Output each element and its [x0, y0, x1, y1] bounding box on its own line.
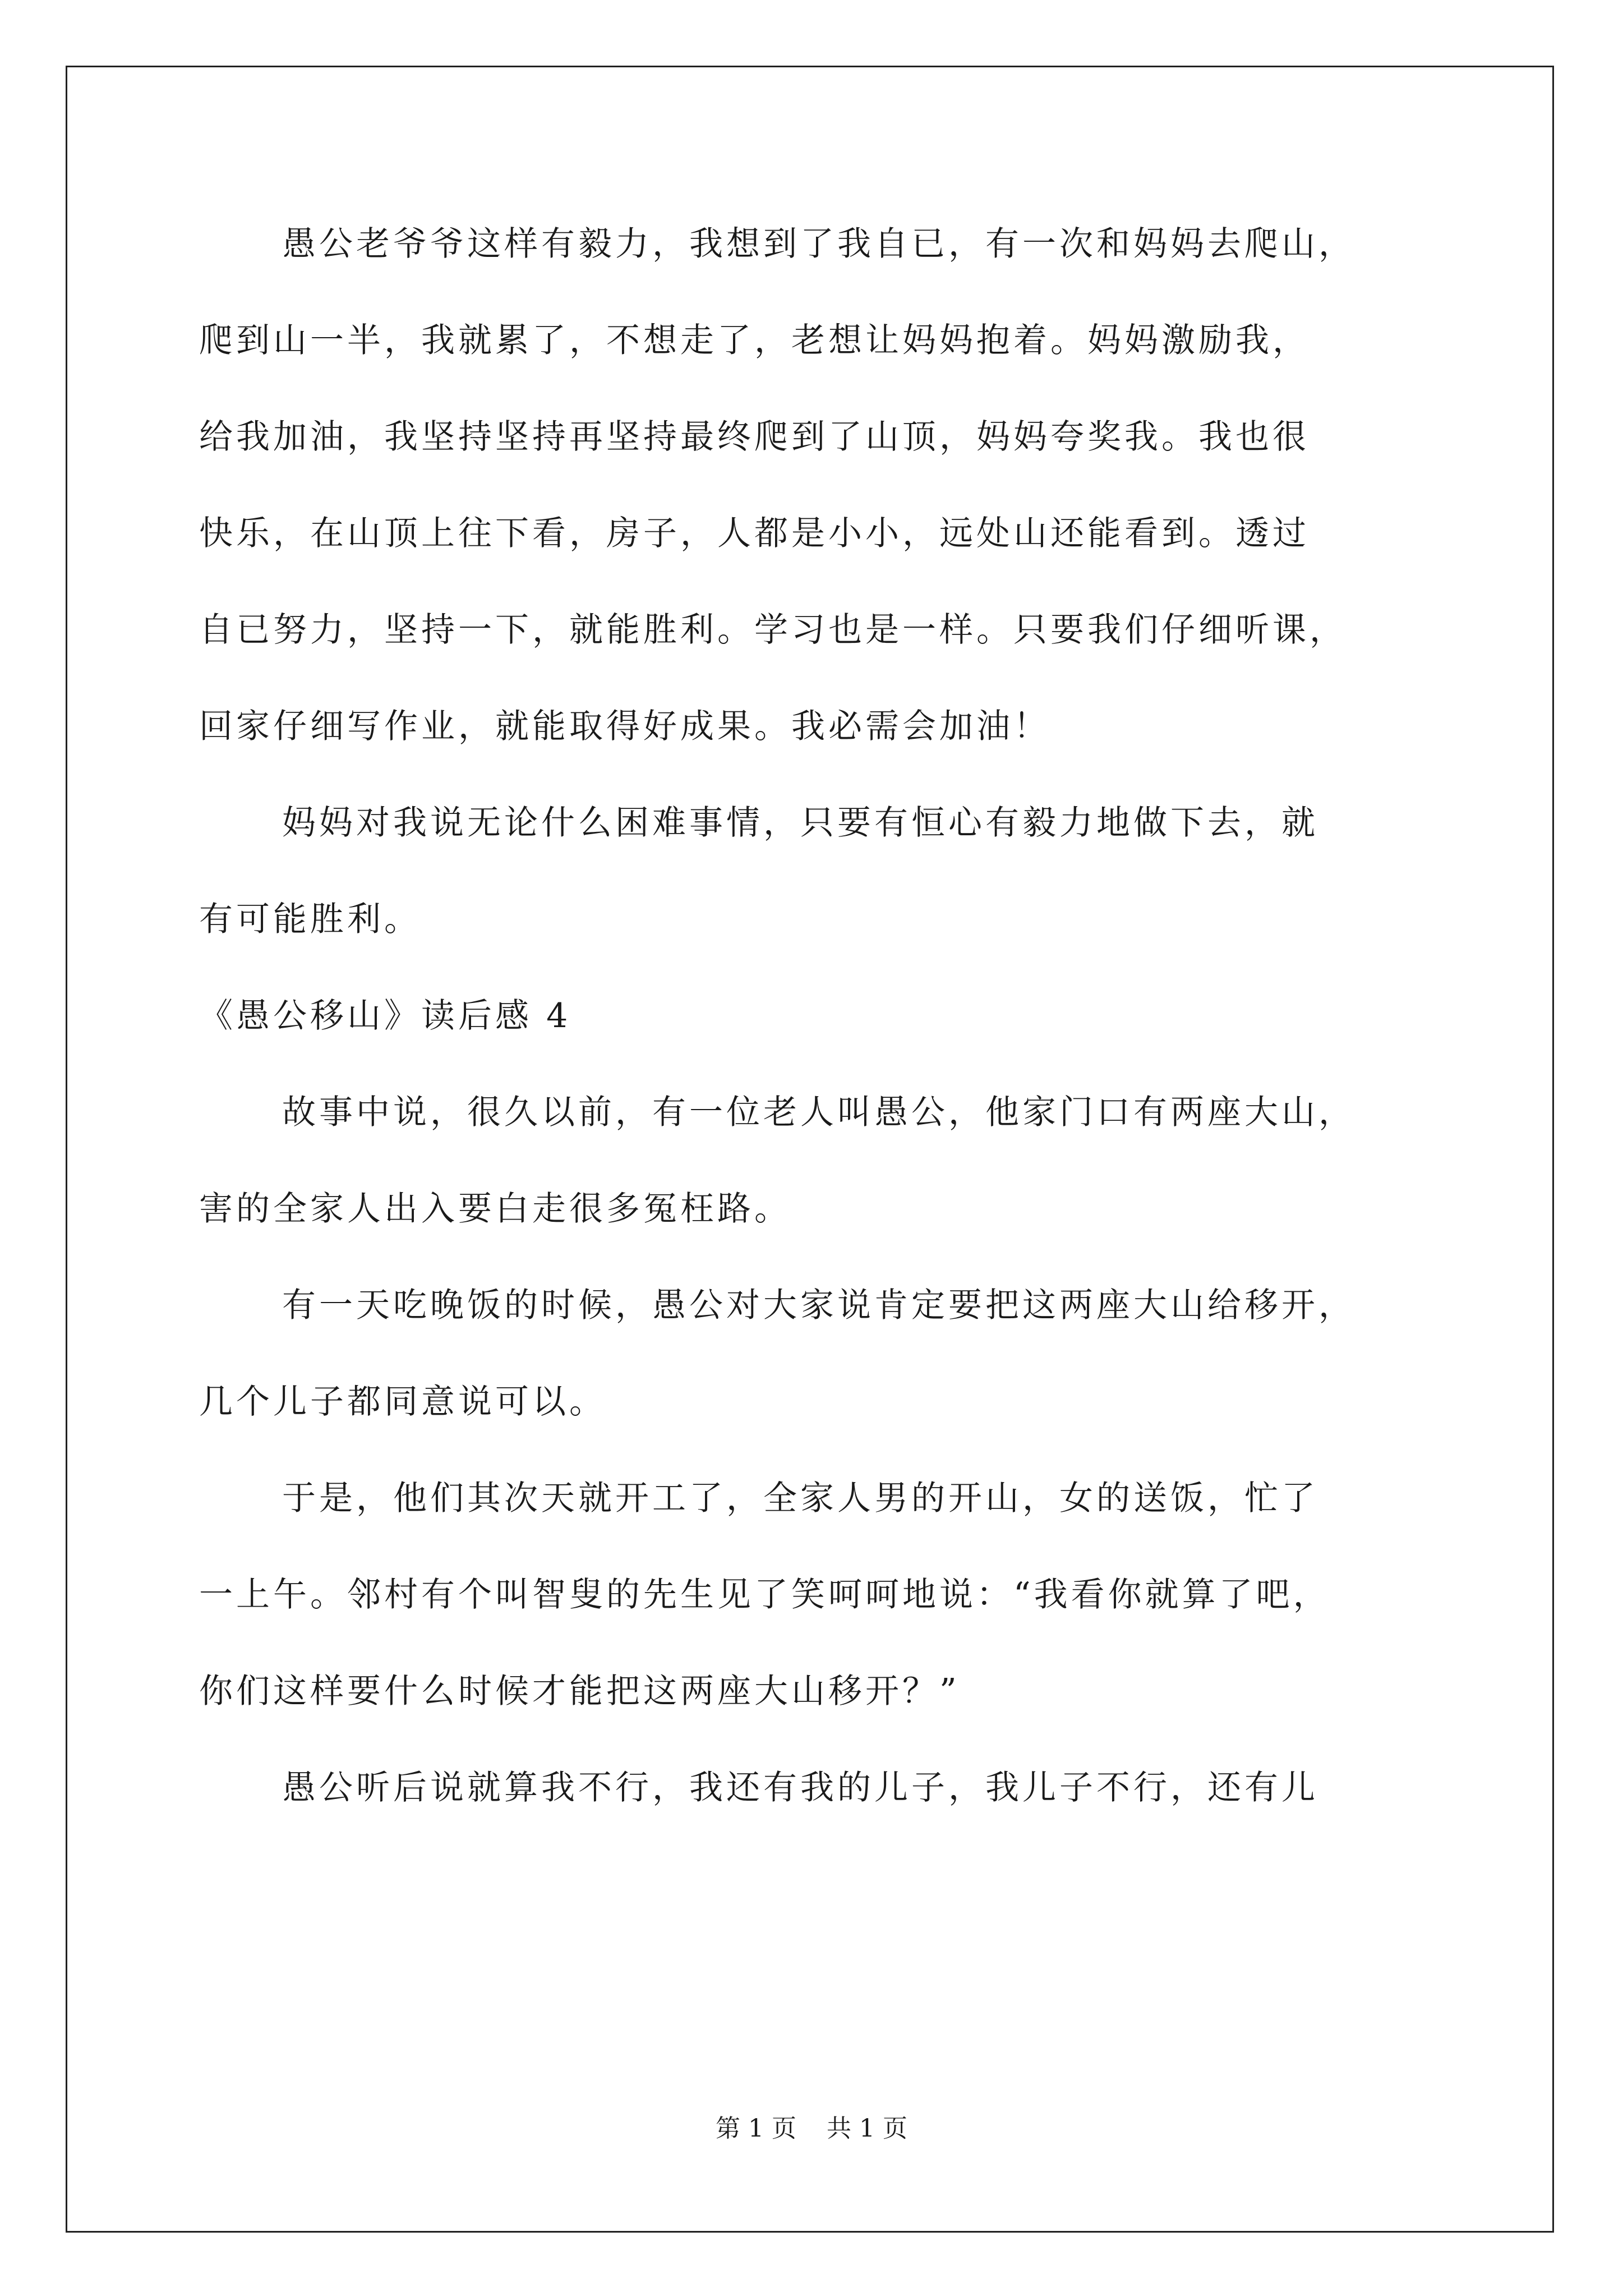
paragraph-line: 快乐，在山顶上往下看，房子，人都是小小，远处山还能看到。透过 [199, 514, 1310, 553]
paragraph-line: 于是，他们其次天就开工了，全家人男的开山，女的送饭，忙了 [282, 1479, 1318, 1518]
paragraph-line: 你们这样要什么时候才能把这两座大山移开？” [199, 1672, 960, 1711]
paragraph-line: 愚公听后说就算我不行，我还有我的儿子，我儿子不行，还有儿 [282, 1768, 1318, 1807]
paragraph-line: 一上午。邻村有个叫智叟的先生见了笑呵呵地说：“我看你就算了吧， [199, 1575, 1330, 1614]
paragraph-line: 故事中说，很久以前，有一位老人叫愚公，他家门口有两座大山， [282, 1093, 1355, 1132]
paragraph-line: 有可能胜利。 [199, 900, 421, 939]
paragraph-line: 有一天吃晚饭的时候，愚公对大家说肯定要把这两座大山给移开， [282, 1286, 1355, 1325]
paragraph-line: 几个儿子都同意说可以。 [199, 1382, 606, 1421]
paragraph-line: 爬到山一半，我就累了，不想走了，老想让妈妈抱着。妈妈激励我， [199, 321, 1310, 360]
paragraph-line: 回家仔细写作业，就能取得好成果。我必需会加油！ [199, 707, 1050, 746]
paragraph-line: 自已努力，坚持一下，就能胜利。学习也是一样。只要我们仔细听课， [199, 610, 1347, 650]
page-number: 第 1 页 [716, 2114, 796, 2143]
paragraph-line: 愚公老爷爷这样有毅力，我想到了我自已，有一次和妈妈去爬山， [282, 224, 1355, 264]
paragraph-line: 给我加油，我坚持坚持再坚持最终爬到了山顶，妈妈夸奖我。我也很 [199, 417, 1310, 457]
paragraph-line: 害的全家人出入要白走很多冤枉路。 [199, 1189, 791, 1228]
section-heading: 《愚公移山》读后感 4 [199, 996, 571, 1036]
page-footer [0, 2112, 1623, 2146]
paragraph-line: 妈妈对我说无论什么困难事情，只要有恒心有毅力地做下去，就 [282, 803, 1318, 843]
document-body [199, 222, 1444, 1810]
page-total: 共 1 页 [827, 2114, 907, 2143]
